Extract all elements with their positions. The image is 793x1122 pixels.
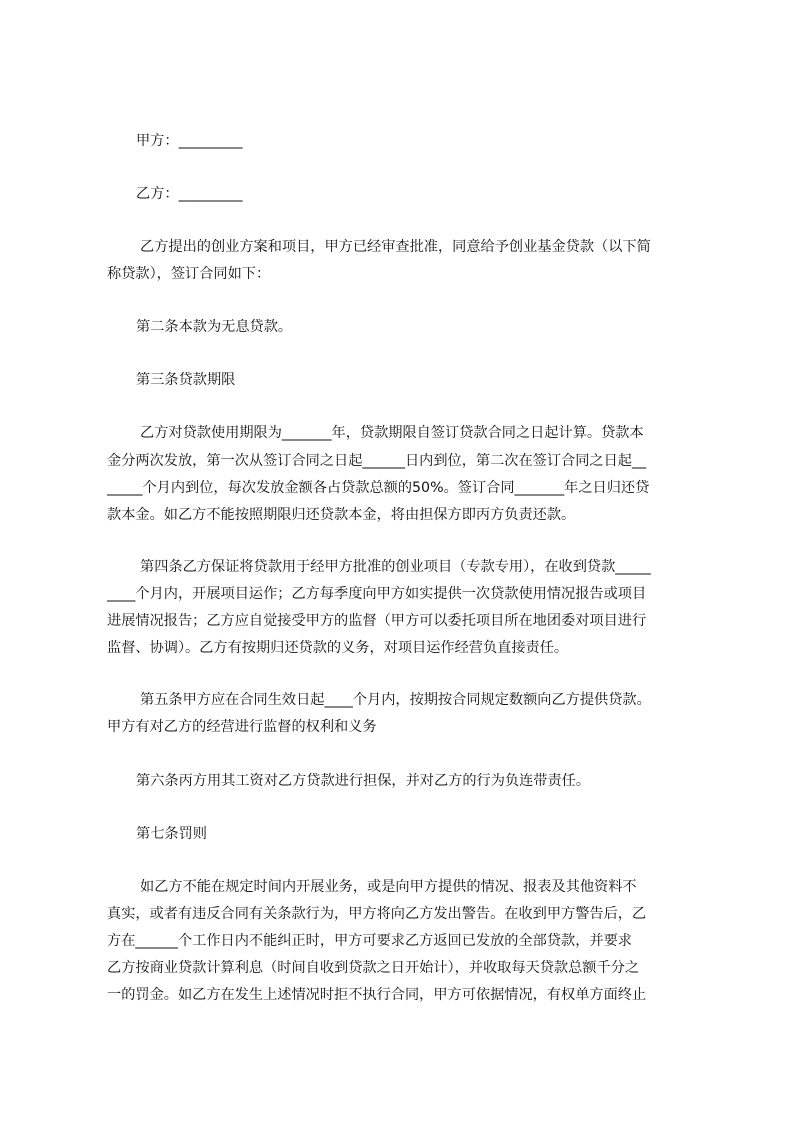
article-7-line-1: 如乙方不能在规定时间内开展业务，或是向甲方提供的情况、报表及其他资料不 [140,879,637,895]
intro-line-2: 称贷款），签订合同如下： [107,266,271,282]
party-a-line: 甲方：_________ [136,133,243,149]
article-4-line-2: ____个月内，开展项目运作；乙方每季度向甲方如实提供一次贷款使用情况报告或项目 [107,586,647,602]
article-3-line-1: 乙方对贷款使用期限为_______年，贷款期限自签订贷款合同之日起计算。贷款本 [140,425,644,441]
intro-line-1: 乙方提出的创业方案和项目，甲方已经审查批准，同意给予创业基金贷款（以下简 [140,239,651,255]
article-3-line-2: 金分两次发放，第一次从签订合同之日起______日内到位，第二次在签订合同之日起__ [107,453,647,469]
article-4-line-1: 第四条乙方保证将贷款用于经甲方批准的创业项目（专款专用），在收到贷款_____ [140,559,651,575]
article-3-line-4: 款本金。如乙方不能按照期限归还贷款本金，将由担保方即丙方负责还款。 [107,507,576,523]
article-4-line-4: 监督、协调）。乙方有按期归还贷款的义务，对项目运作经营负直接责任。 [107,640,569,656]
article-6: 第六条丙方用其工资对乙方贷款进行担保，并对乙方的行为负连带责任。 [136,773,591,789]
article-7-line-2: 真实，或者有违反合同有关条款行为，甲方将向乙方发出警告。在收到甲方警告后，乙 [107,906,647,922]
article-7-title: 第七条罚则 [136,826,207,842]
article-3-title: 第三条贷款期限 [136,372,236,388]
article-7-line-4: 乙方按商业贷款计算利息（时间自收到贷款之日开始计），并收取每天贷款总额千分之 [107,960,640,976]
article-4-line-3: 进展情况报告；乙方应自觉接受甲方的监督（甲方可以委托项目所在地团委对项目进行 [107,613,647,629]
article-2: 第二条本款为无息贷款。 [136,319,293,335]
party-b-line: 乙方：_________ [136,186,243,202]
article-5-line-2: 甲方有对乙方的经营进行监督的权利和义务 [107,719,377,735]
article-7-line-5: 一的罚金。如乙方在发生上述情况时拒不执行合同，甲方可依据情况，有权单方面终止 [107,987,647,1003]
article-5-line-1: 第五条甲方应在合同生效日起____个月内，按期按合同规定数额向乙方提供贷款。 [140,692,651,708]
article-7-line-3: 方在______个工作日内不能纠正时，甲方可要求乙方返回已发放的全部贷款，并要求 [107,933,632,949]
article-3-line-3: _____个月内到位，每次发放金额各占贷款总额的50%。签订合同_______年之日归还贷 [107,480,650,496]
